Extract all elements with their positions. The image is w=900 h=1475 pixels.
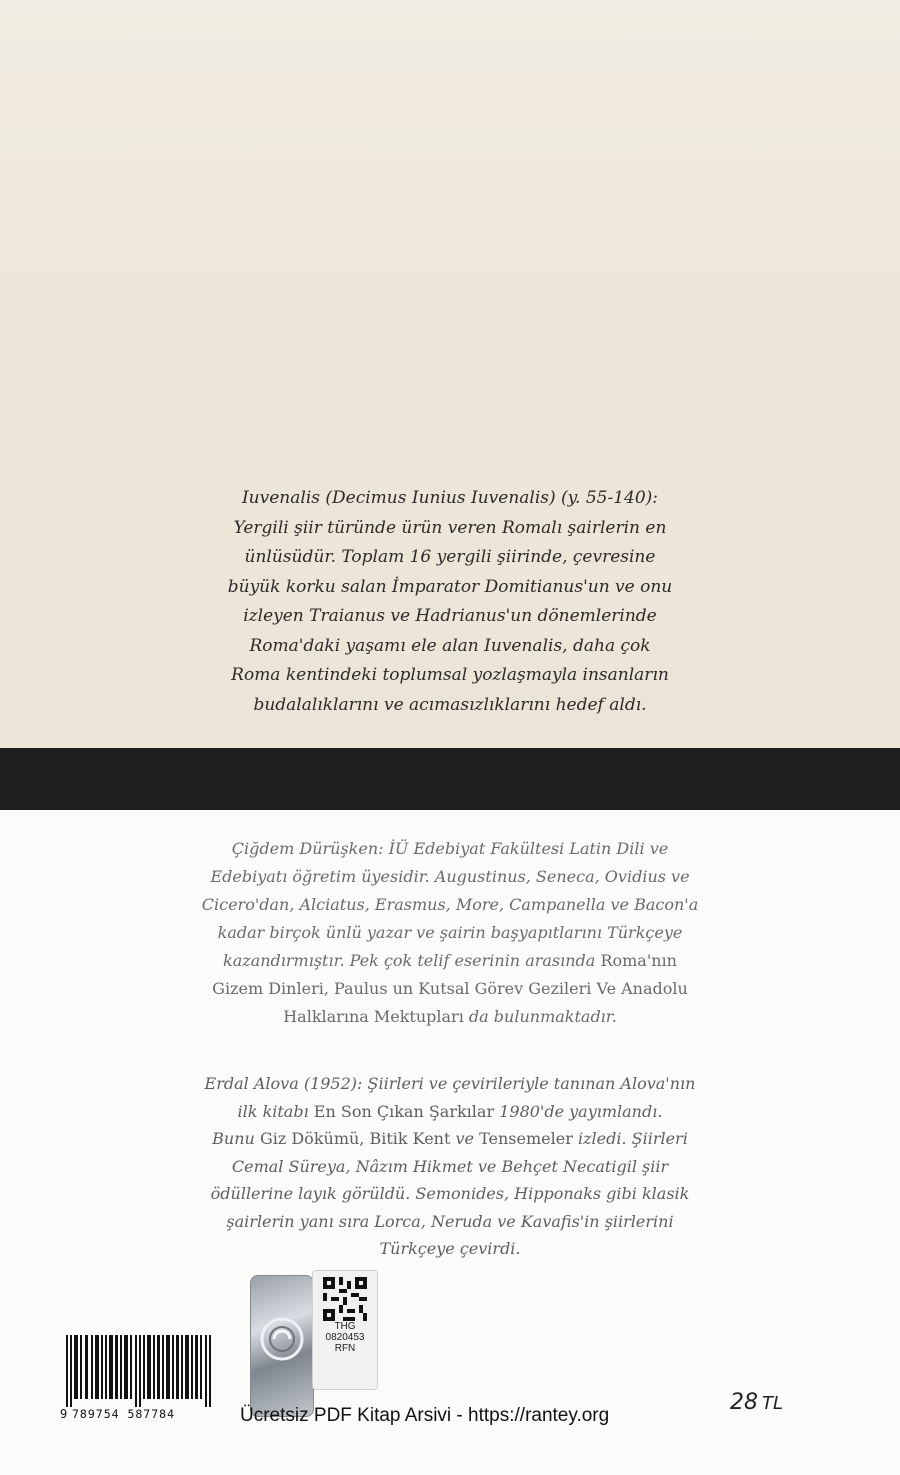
author-bio-line: Roma'daki yaşamı ele alan Iuvenalis, daha çok (249, 635, 651, 656)
author-bio-line: budalalıklarını ve acımasızlıklarını hedef aldı. (253, 694, 647, 715)
author-bio-line: Iuvenalis (Decimus Iunius Iuvenalis) (y. 55-140): (241, 488, 659, 508)
author-bio-line: Roma kentindeki toplumsal yozlaşmayla insanların (231, 665, 669, 685)
book-title-segment: Tensemeler (479, 1129, 573, 1148)
isbn-digits: 789754 587784 (72, 1407, 176, 1421)
dark-divider-band (0, 748, 900, 810)
book-title-segment: Halklarına Mektupları (283, 1007, 464, 1026)
price-amount: 28 (730, 1390, 758, 1415)
security-sticker (250, 1270, 378, 1418)
translator2-bio-line: ödüllerine layık görüldü. Semonides, Hipponaks gibi klasik (210, 1184, 690, 1203)
sticker-label (312, 1270, 378, 1390)
sticker-code: THG 0820453 RFN (325, 1321, 365, 1354)
author-bio-line: izleyen Traianus ve Hadrianus'un dönemlerinde (243, 606, 657, 626)
translator2-bio-line (140, 1098, 760, 1126)
author-bio-line: ünlüsüdür. Toplam 16 yergili şiirinde, çevresine (244, 547, 656, 567)
book-title-segment: Giz Dökümü, Bitik Kent (259, 1129, 451, 1148)
italic-segment: izledi. Şiirleri (577, 1129, 688, 1148)
book-title-segment: En Son Çıkan Şarkılar (313, 1101, 495, 1121)
translator1-bio-line: Cicero'dan, Alciatus, Erasmus, More, Campanella ve Bacon'a (201, 895, 699, 914)
italic-segment: ve (455, 1129, 474, 1148)
author-bio-line: Yergili şiir türünde ürün veren Romalı şairlerin en (233, 517, 667, 538)
translator2-bio-line: Erdal Alova (1952): Şiirleri ve çevirileriyle tanınan Alova'nın (204, 1074, 696, 1093)
translator1-bio-line: kadar birçok ünlü yazar ve şairin başyapıtlarını Türkçeye (217, 923, 683, 942)
translator1-bio-line: Çiğdem Dürüşken: İÜ Edebiyat Fakültesi Latin Dili ve (231, 839, 669, 858)
author-bio-line: büyük korku salan İmparator Domitianus'un ve onu (227, 576, 673, 597)
translator-cigdem-durusken-biography (140, 835, 760, 1031)
book-title-segment: Roma'nın (600, 951, 677, 970)
italic-segment: Bunu (212, 1129, 255, 1148)
isbn-prefix: 9 (60, 1407, 68, 1421)
translator2-bio-line (140, 1125, 760, 1153)
hologram-icon (250, 1275, 314, 1417)
translator1-bio-line (140, 1003, 760, 1031)
isbn-barcode (60, 1335, 215, 1427)
translator1-bio-line: Edebiyatı öğretim üyesidir. Augustinus, Seneca, Ovidius ve (210, 867, 690, 886)
price-tag (730, 1390, 783, 1415)
italic-segment: da bulunmaktadır. (468, 1007, 617, 1026)
translator2-bio-line: şairlerin yanı sıra Lorca, Neruda ve Kavafis'in şiirlerini (226, 1211, 674, 1231)
footer-watermark-text: Ücretsiz PDF Kitap Arsivi - https://rantey.org (240, 1405, 610, 1426)
hologram-emblem-icon (259, 1316, 305, 1362)
translator2-bio-line: Türkçeye çevirdi. (379, 1239, 521, 1258)
book-titles-line: Gizem Dinleri, Paulus un Kutsal Görev Gezileri Ve Anadolu (212, 979, 688, 998)
translator1-bio-line (140, 947, 760, 975)
price-currency: TL (762, 1393, 784, 1414)
barcode-icon (66, 1335, 211, 1407)
qr-code-icon (323, 1277, 367, 1321)
author-biography (150, 484, 750, 720)
italic-segment: 1980'de yayımlandı. (499, 1101, 663, 1121)
translator2-bio-line: Cemal Süreya, Nâzım Hikmet ve Behçet Necatigil şiir (231, 1156, 669, 1176)
translator-erdal-alova-biography (140, 1070, 760, 1263)
italic-segment: kazandırmıştır. Pek çok telif eserinin arasında (223, 951, 596, 970)
italic-segment: ilk kitabı (237, 1101, 309, 1121)
